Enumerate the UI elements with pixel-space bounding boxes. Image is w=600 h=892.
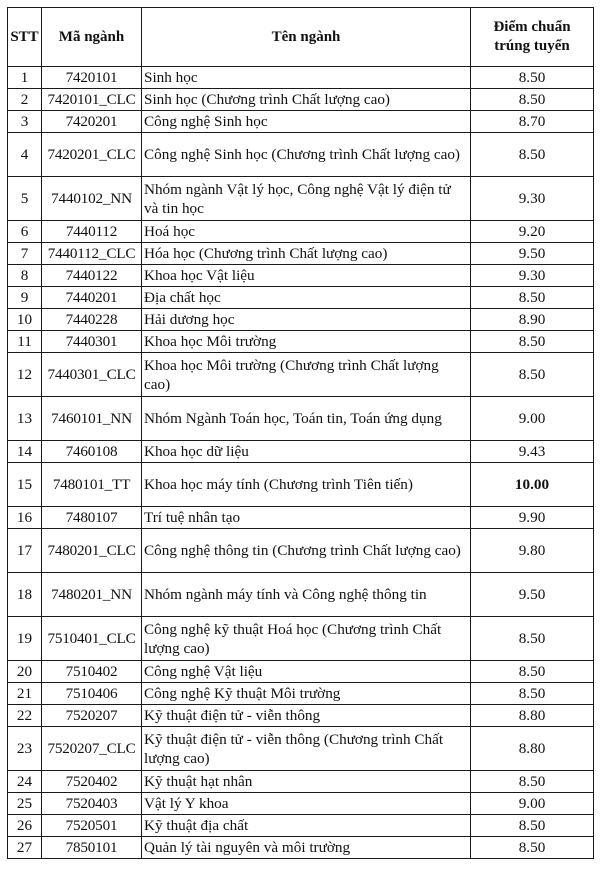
row-stt: 7 [8,243,42,265]
row-major-name: Hoá học [142,221,471,243]
row-cutoff-score: 9.20 [471,221,594,243]
row-major-name: Khoa học Vật liệu [142,265,471,287]
row-cutoff-score: 8.50 [471,617,594,661]
header-row [8,8,594,67]
row-major-code: 7440112 [42,221,142,243]
table-row [8,463,594,507]
table-row [8,133,594,177]
row-cutoff-score: 8.50 [471,661,594,683]
table-row [8,617,594,661]
row-stt: 14 [8,441,42,463]
row-cutoff-score: 9.50 [471,243,594,265]
row-stt: 17 [8,529,42,573]
row-major-code: 7480101_TT [42,463,142,507]
row-stt: 23 [8,727,42,771]
row-major-name: Nhóm ngành Vật lý học, Công nghệ Vật lý điện tử và tin học [142,177,471,221]
row-major-code: 7510401_CLC [42,617,142,661]
admission-score-table [7,7,594,859]
row-stt: 27 [8,837,42,859]
row-major-code: 7440301_CLC [42,353,142,397]
row-stt: 4 [8,133,42,177]
row-major-name: Kỹ thuật địa chất [142,815,471,837]
table-row [8,287,594,309]
table-row [8,353,594,397]
header-score-line2: trúng tuyển [494,38,570,54]
row-major-code: 7440102_NN [42,177,142,221]
row-major-code: 7850101 [42,837,142,859]
row-stt: 8 [8,265,42,287]
row-major-code: 7520403 [42,793,142,815]
header-code: Mã ngành [42,8,142,67]
table-row [8,441,594,463]
row-cutoff-score: 9.90 [471,507,594,529]
row-cutoff-score: 9.50 [471,573,594,617]
row-major-code: 7420101_CLC [42,89,142,111]
row-cutoff-score: 9.43 [471,441,594,463]
row-stt: 10 [8,309,42,331]
row-major-name: Công nghệ Vật liệu [142,661,471,683]
row-major-code: 7460101_NN [42,397,142,441]
table-row [8,705,594,727]
row-major-name: Khoa học Môi trường (Chương trình Chất lượng cao) [142,353,471,397]
row-stt: 25 [8,793,42,815]
row-cutoff-score: 8.80 [471,727,594,771]
row-major-code: 7520402 [42,771,142,793]
row-major-code: 7520501 [42,815,142,837]
row-stt: 21 [8,683,42,705]
row-stt: 1 [8,67,42,89]
row-cutoff-score: 8.50 [471,771,594,793]
row-major-name: Nhóm Ngành Toán học, Toán tin, Toán ứng dụng [142,397,471,441]
table-row [8,177,594,221]
row-stt: 16 [8,507,42,529]
row-major-name: Kỹ thuật điện tử - viễn thông (Chương trình Chất lượng cao) [142,727,471,771]
table-row [8,771,594,793]
row-major-name: Công nghệ Kỹ thuật Môi trường [142,683,471,705]
row-major-code: 7440201 [42,287,142,309]
row-stt: 11 [8,331,42,353]
row-major-name: Khoa học Môi trường [142,331,471,353]
row-major-code: 7480201_NN [42,573,142,617]
row-cutoff-score: 8.50 [471,67,594,89]
header-stt: STT [8,8,42,67]
row-major-code: 7520207 [42,705,142,727]
row-cutoff-score: 9.80 [471,529,594,573]
row-stt: 3 [8,111,42,133]
row-major-code: 7440122 [42,265,142,287]
row-major-name: Nhóm ngành máy tính và Công nghệ thông tin [142,573,471,617]
row-major-code: 7420101 [42,67,142,89]
table-row [8,221,594,243]
table-row [8,727,594,771]
row-cutoff-score: 9.30 [471,177,594,221]
row-stt: 15 [8,463,42,507]
row-major-name: Địa chất học [142,287,471,309]
row-stt: 6 [8,221,42,243]
table-row [8,331,594,353]
row-major-name: Kỹ thuật điện tử - viễn thông [142,705,471,727]
row-major-code: 7440228 [42,309,142,331]
row-cutoff-score: 8.50 [471,353,594,397]
row-stt: 20 [8,661,42,683]
row-major-name: Công nghệ Sinh học [142,111,471,133]
table-row [8,837,594,859]
row-stt: 26 [8,815,42,837]
row-major-name: Kỹ thuật hạt nhân [142,771,471,793]
header-name: Tên ngành [142,8,471,67]
row-major-name: Khoa học dữ liệu [142,441,471,463]
row-major-name: Công nghệ Sinh học (Chương trình Chất lượng cao) [142,133,471,177]
row-cutoff-score: 8.50 [471,133,594,177]
row-major-name: Hóa học (Chương trình Chất lượng cao) [142,243,471,265]
table-row [8,793,594,815]
row-stt: 24 [8,771,42,793]
table-row [8,683,594,705]
row-major-code: 7480201_CLC [42,529,142,573]
row-stt: 2 [8,89,42,111]
row-cutoff-score: 8.50 [471,331,594,353]
table-row [8,573,594,617]
row-major-name: Khoa học máy tính (Chương trình Tiên tiến) [142,463,471,507]
row-major-code: 7420201_CLC [42,133,142,177]
row-stt: 22 [8,705,42,727]
table-row [8,507,594,529]
row-cutoff-score: 9.00 [471,793,594,815]
row-cutoff-score: 8.50 [471,837,594,859]
row-stt: 12 [8,353,42,397]
row-stt: 9 [8,287,42,309]
table-row [8,397,594,441]
header-score-line1: Điểm chuẩn [493,19,571,35]
table-row [8,309,594,331]
row-cutoff-score: 9.30 [471,265,594,287]
table-row [8,265,594,287]
row-major-code: 7440301 [42,331,142,353]
row-cutoff-score: 8.50 [471,287,594,309]
row-cutoff-score: 8.90 [471,309,594,331]
row-stt: 5 [8,177,42,221]
row-stt: 18 [8,573,42,617]
row-major-name: Công nghệ thông tin (Chương trình Chất lượng cao) [142,529,471,573]
row-major-name: Trí tuệ nhân tạo [142,507,471,529]
row-stt: 19 [8,617,42,661]
row-cutoff-score: 10.00 [471,463,594,507]
row-major-name: Sinh học (Chương trình Chất lượng cao) [142,89,471,111]
row-cutoff-score: 9.00 [471,397,594,441]
row-major-code: 7520207_CLC [42,727,142,771]
row-cutoff-score: 8.70 [471,111,594,133]
row-major-name: Công nghệ kỹ thuật Hoá học (Chương trình Chất lượng cao) [142,617,471,661]
row-major-name: Hải dương học [142,309,471,331]
row-major-name: Vật lý Y khoa [142,793,471,815]
header-score [471,8,594,67]
row-stt: 13 [8,397,42,441]
table-row [8,815,594,837]
row-major-name: Sinh học [142,67,471,89]
row-cutoff-score: 8.80 [471,705,594,727]
table-row [8,89,594,111]
table-row [8,67,594,89]
row-cutoff-score: 8.50 [471,815,594,837]
row-major-code: 7440112_CLC [42,243,142,265]
row-major-code: 7420201 [42,111,142,133]
table-row [8,111,594,133]
table-row [8,661,594,683]
row-major-code: 7510406 [42,683,142,705]
table-row [8,529,594,573]
row-major-code: 7510402 [42,661,142,683]
table-row [8,243,594,265]
table-body [8,67,594,859]
row-cutoff-score: 8.50 [471,683,594,705]
row-major-code: 7460108 [42,441,142,463]
row-cutoff-score: 8.50 [471,89,594,111]
row-major-name: Quản lý tài nguyên và môi trường [142,837,471,859]
row-major-code: 7480107 [42,507,142,529]
